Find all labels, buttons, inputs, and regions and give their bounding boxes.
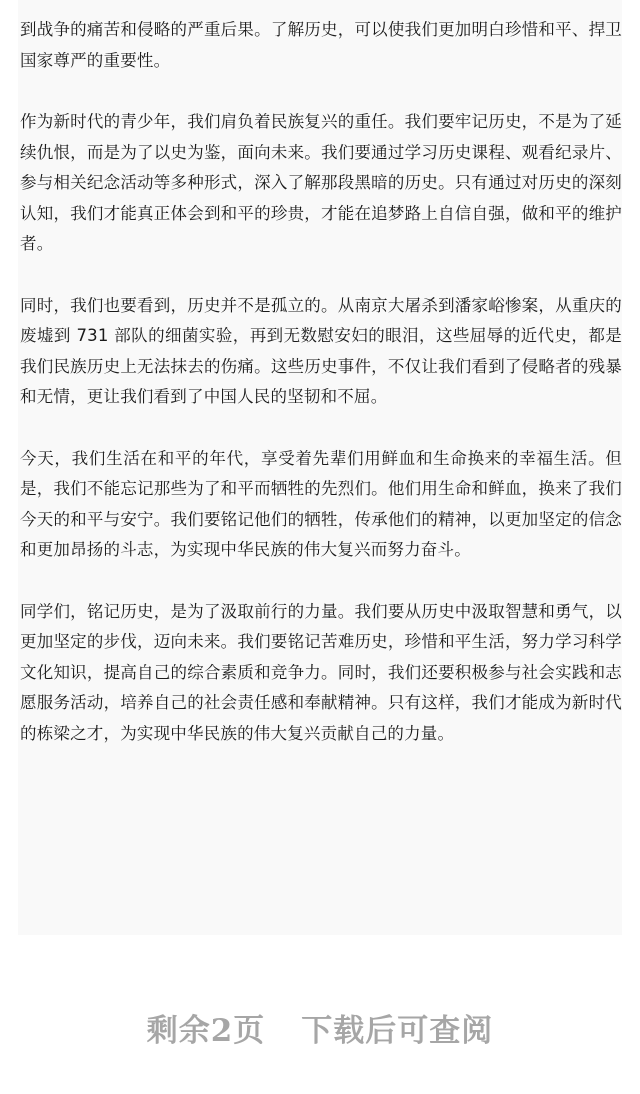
download-banner[interactable] [0, 1005, 640, 1050]
paragraph: 同学们，铭记历史，是为了汲取前行的力量。我们要从历史中汲取智慧和勇气，以更加坚定的步伐，迈向未来。我们要铭记苦难历史，珍惜和平生活，努力学习科学文化知识，提高自己的综合素质和竞争力。同时，我们还要积极参与社会实践和志愿服务活动，培养自己的社会责任感和奉献精神。只有这样，我们才能成为新时代的栋梁之才，为实现中华民族的伟大复兴贡献自己的力量。 [20, 601, 622, 743]
paragraph: 到战争的痛苦和侵略的严重后果。了解历史，可以使我们更加明白珍惜和平、捍卫国家尊严的重要性。 [20, 20, 622, 70]
download-to-read-link[interactable]: 下载后可查阅 [301, 1013, 494, 1049]
paragraph: 同时，我们也要看到，历史并不是孤立的。从南京大屠杀到潘家峪惨案，从重庆的废墟到 731 部队的细菌实验，再到无数慰安妇的眼泪，这些屈辱的近代史，都是我们民族历史上无法抹去的伤痛。这些历史事件，不仅让我们看到了侵略者的残暴和无情，更让我们看到了中国人民的坚韧和不屈。 [20, 295, 622, 406]
remaining-pages-label: 剩余2页 [146, 1013, 266, 1049]
paragraph: 作为新时代的青少年，我们肩负着民族复兴的重任。我们要牢记历史，不是为了延续仇恨，而是为了以史为鉴，面向未来。我们要通过学习历史课程、观看纪录片、参与相关纪念活动等多种形式，深入了解那段黑暗的历史。只有通过对历史的深刻认知，我们才能真正体会到和平的珍贵，才能在追梦路上自信自强，做和平的维护者。 [20, 112, 622, 253]
paragraph: 今天，我们生活在和平的年代，享受着先辈们用鲜血和生命换来的幸福生活。但是，我们不能忘记那些为了和平而牺牲的先烈们。他们用生命和鲜血，换来了我们今天的和平与安宁。我们要铭记他们的牺牲，传承他们的精神，以更加坚定的信念和更加昂扬的斗志，为实现中华民族的伟大复兴而努力奋斗。 [20, 448, 622, 559]
article-body [18, 0, 622, 935]
